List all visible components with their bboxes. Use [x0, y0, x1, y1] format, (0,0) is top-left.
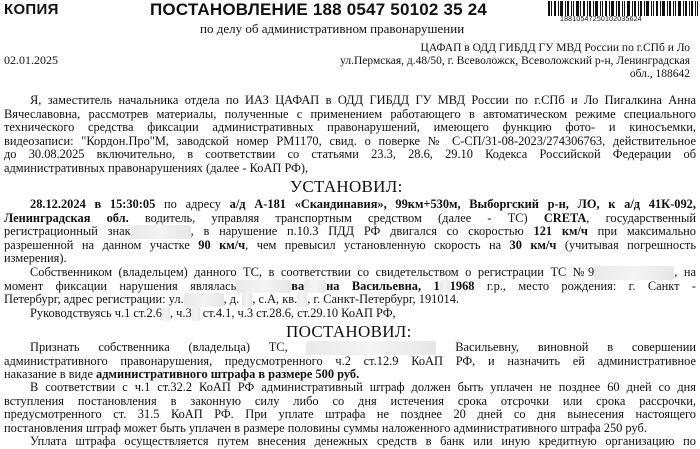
vehicle-model: CRETA — [543, 211, 587, 225]
penalty-line — [4, 341, 696, 355]
redacted-name — [304, 280, 326, 294]
text: Васильевну, виновной в совершении — [455, 341, 696, 354]
owner-birth-year: 1968 — [449, 279, 475, 293]
legal-basis-paragraph — [4, 307, 696, 321]
redacted-name — [236, 280, 291, 294]
intro-line: до 30.08.2025 включительно, в соответствии со статьями 23.3, 28.6, 29.10 Кодекса Российской Федерации об — [4, 148, 696, 162]
intro-line: технического средства фиксации административных правонарушений, имеющего функцию фото- и киносъемки, — [4, 121, 696, 135]
org-address: ул.Пермская, д.48/50, г. Всеволожск, Всеволожский р-н, Ленинградская — [340, 55, 690, 67]
text: Петербург, адрес регистрации: ул. — [4, 293, 184, 307]
barcode-number: 18810547250102035624 — [560, 16, 642, 23]
text: по адресу — [155, 198, 230, 211]
document-subtitle: по делу об административном правонарушении — [200, 21, 465, 36]
owner-line — [4, 280, 696, 294]
text: Руководствуясь ч.1 ст.2.6 — [30, 307, 162, 320]
section-heading-resolved: ПОСТАНОВИЛ: — [286, 322, 412, 341]
text: ст.4.1, ч.3 ст.28.6, ст.29.10 КоАП РФ, — [199, 307, 396, 320]
issuing-organization — [270, 42, 690, 81]
owner-name-part: ва — [291, 279, 305, 293]
violation-paragraph — [4, 198, 696, 266]
violation-line — [4, 239, 696, 253]
text: , ч.3 — [169, 307, 192, 320]
redacted-ref — [162, 307, 170, 321]
redacted-name — [306, 341, 436, 355]
redacted-certificate — [594, 266, 674, 280]
payment-method-paragraph — [4, 435, 696, 449]
barcode-icon — [548, 1, 698, 16]
recorded-speed: 121 км/ч — [533, 225, 588, 239]
text: Признать собственника (владельца) ТС, — [30, 341, 288, 354]
violation-region: Ленинградская обл. — [4, 211, 129, 225]
text: г.р., место рождения: г. Санкт - — [474, 279, 696, 293]
text: , чем превысил установленную скорость на — [245, 238, 510, 252]
redacted-street — [184, 293, 224, 307]
penalty-line — [4, 368, 696, 382]
violation-line — [4, 198, 696, 212]
intro-line: административных правонарушениях (далее - КоАП РФ), — [4, 161, 309, 175]
text: Собственником (владельцем) данного ТС, в соответствии со свидетельством о регистрации ТС №9 — [30, 266, 595, 279]
document-date: 02.01.2025 — [4, 53, 58, 67]
violation-address: а/д А-181 «Скандинавия», 99км+530м, Выборгский р-н, ЛО, к а/д 41К-092, — [229, 198, 696, 211]
text: водитель, управляя транспортным средством (далее - ТС) — [128, 211, 544, 225]
payment-terms-paragraph — [4, 381, 696, 435]
redacted-date — [440, 280, 450, 294]
text: , с.А, кв. — [252, 293, 298, 307]
document-title: ПОСТАНОВЛЕНИЕ 188 0547 50102 35 24 — [150, 0, 488, 19]
org-name: ЦАФАП в ОДД ГИБДД ГУ МВД России по г.СПб и Ло — [420, 42, 690, 54]
redacted-flat — [297, 293, 307, 307]
redacted-ref — [192, 307, 200, 321]
speed-excess: 30 км/ч — [509, 238, 557, 252]
payment-line: В соответствии с ч.1 ст.32.2 КоАП РФ административный штраф должен быть уплачен не позднее 60 дней со дня — [30, 381, 696, 394]
text: регистрационный знак — [4, 225, 131, 239]
text: (учитывая погрешность — [556, 238, 696, 252]
violation-line: измерения). — [4, 252, 67, 266]
section-heading-established: УСТАНОВИЛ: — [290, 177, 403, 196]
text: , на — [674, 266, 696, 279]
owner-paragraph — [4, 266, 696, 307]
intro-paragraph — [4, 94, 696, 176]
legal-basis-line — [4, 307, 696, 321]
owner-line — [4, 266, 696, 280]
text: момент фиксации нарушения являлась — [4, 279, 237, 293]
text: наказание в виде — [4, 368, 97, 382]
org-postcode: обл., 188642 — [629, 68, 690, 80]
payment-line: вступления постановления в законную силу либо со дня истечения срока отсрочки или срока рассрочки, — [4, 394, 696, 408]
intro-line: Вячеславовна, рассмотрев материалы, полученные с применением работающего в автоматическом режиме специального — [4, 107, 696, 121]
redacted-house — [242, 293, 252, 307]
speed-limit: 90 км/ч — [198, 238, 246, 252]
intro-line: видеозаписи: "Кордон.Про"М, заводской номер РМ1170, свид. о поверке № С-СП/31-08-2023/274306763, действительное — [4, 134, 696, 148]
payment-method-line: Уплата штрафа осуществляется путем внесения денежных средств в банк или иную кредитную организацию по — [30, 435, 696, 448]
intro-line: Я, заместитель начальника отдела по ИАЗ ЦАФАП в ОДД ГИБДД ГУ МВД России по г.СПб и Ло Пигалкина Анна — [30, 94, 696, 107]
violation-datetime: 28.12.2024 в 15:30:05 — [30, 198, 156, 211]
copy-label: КОПИЯ — [4, 1, 59, 18]
text: , г. Санкт-Петербург, 191014. — [307, 293, 460, 307]
violation-line — [4, 212, 696, 226]
penalty-paragraph — [4, 341, 696, 382]
payment-line: постановления штраф может быть уплачен в размере половины суммы наложенного административного штрафа 250 руб. — [4, 421, 647, 435]
text: , д. — [223, 293, 243, 307]
penalty-line: административного правонарушения, предусмотренного ч.2 ст.12.9 КоАП РФ, и назначить ей административное — [4, 354, 696, 368]
text: , в нарушение п.10.3 ПДД РФ двигался со скоростью — [190, 225, 534, 239]
text: при максимально — [587, 225, 696, 239]
text: разрешенной на данном участке — [4, 238, 199, 252]
owner-name-part: на Васильевна, 1 — [326, 279, 440, 293]
owner-line — [4, 293, 696, 307]
redacted-plate — [131, 225, 191, 239]
penalty-amount: административного штрафа в размере 500 руб. — [96, 368, 360, 382]
text: , государственный — [586, 211, 696, 225]
violation-line — [4, 225, 696, 239]
payment-line: предусмотренного ст. 31.5 КоАП РФ. При уплате штрафа не позднее 20 дней со дня вынесения настоящего — [4, 408, 696, 422]
